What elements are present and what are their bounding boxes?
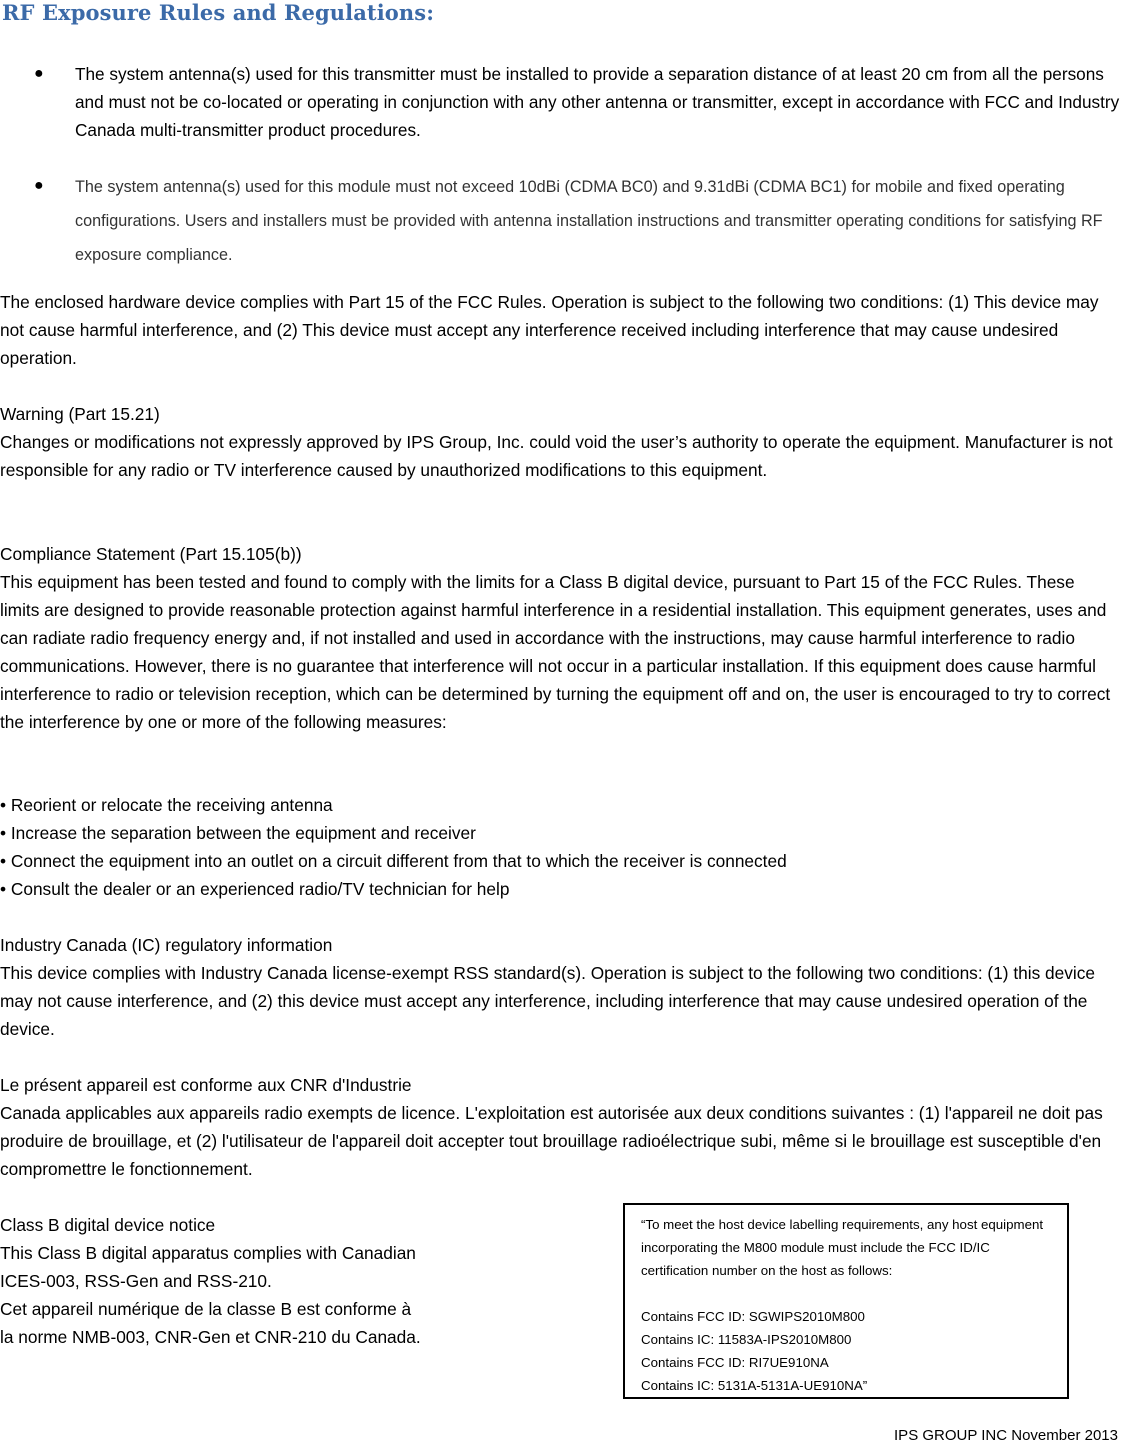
bullet-dot-icon: ● bbox=[34, 177, 44, 194]
measures-list bbox=[0, 791, 1118, 903]
compliance-section bbox=[0, 540, 1118, 736]
ic-section bbox=[0, 931, 1118, 1043]
classb-line: This Class B digital apparatus complies with Canadian bbox=[0, 1243, 416, 1263]
compliance-heading: Compliance Statement (Part 15.105(b)) bbox=[0, 544, 302, 564]
measure-item: • Reorient or relocate the receiving antenna bbox=[0, 795, 333, 815]
classb-line: ICES-003, RSS-Gen and RSS-210. bbox=[0, 1271, 272, 1291]
warning-body: Changes or modifications not expressly approved by IPS Group, Inc. could void the user’s authority to operate the equipment. Manufacturer is not responsible for any radio or TV interference caused by unauthorized modifications to this equipment. bbox=[0, 432, 1113, 480]
measure-item: • Consult the dealer or an experienced radio/TV technician for help bbox=[0, 879, 510, 899]
warning-section bbox=[0, 400, 1118, 484]
certification-id: Contains IC: 5131A-5131A-UE910NA” bbox=[641, 1378, 868, 1393]
classb-line: Cet appareil numérique de la classe B est conforme à bbox=[0, 1299, 412, 1319]
certification-id: Contains FCC ID: SGWIPS2010M800 bbox=[641, 1309, 865, 1324]
classb-section bbox=[0, 1211, 520, 1351]
ic-body: This device complies with Industry Canada license-exempt RSS standard(s). Operation is subject to the following two conditions: (1) this device may not cause interference, and (2) this device must accept any interference, including interference that may cause undesired operation of the device. bbox=[0, 963, 1095, 1039]
spacer bbox=[641, 1282, 1051, 1305]
ic-heading: Industry Canada (IC) regulatory information bbox=[0, 935, 333, 955]
part15-paragraph bbox=[0, 288, 1118, 372]
measure-item: • Connect the equipment into an outlet on a circuit different from that to which the receiver is connected bbox=[0, 851, 787, 871]
french-section bbox=[0, 1071, 1118, 1183]
bullet-dot-icon: ● bbox=[34, 65, 44, 82]
classb-line: la norme NMB-003, CNR-Gen et CNR-210 du Canada. bbox=[0, 1327, 421, 1347]
certification-id: Contains FCC ID: RI7UE910NA bbox=[641, 1355, 829, 1370]
warning-heading: Warning (Part 15.21) bbox=[0, 404, 160, 424]
certification-id: Contains IC: 11583A-IPS2010M800 bbox=[641, 1332, 852, 1347]
page-footer: IPS GROUP INC November 2013 bbox=[894, 1427, 1118, 1444]
page-title: RF Exposure Rules and Regulations: bbox=[2, 0, 435, 25]
labelling-intro: “To meet the host device labelling requirements, any host equipment incorporating the M800 module must include the FCC ID/IC certification number on the host as follows: bbox=[641, 1217, 1044, 1278]
bullet-text: The system antenna(s) used for this module must not exceed 10dBi (CDMA BC0) and 9.31dBi (CDMA BC1) for mobile and fixed operating configurations. Users and installers must be provided with antenna installation instructions and transmitter operating conditions for satisfying RF exposure compliance. bbox=[75, 178, 1103, 264]
french-line1: Le présent appareil est conforme aux CNR d'Industrie bbox=[0, 1075, 412, 1095]
compliance-body: This equipment has been tested and found to comply with the limits for a Class B digital device, pursuant to Part 15 of the FCC Rules. These limits are designed to provide reasonable protection against harmful interference in a residential installation. This equipment generates, uses and can radiate radio frequency energy and, if not installed and used in accordance with the instructions, may cause harmful interference to radio communications. However, there is no guarantee that interference will not occur in a particular installation. If this equipment does cause harmful interference to radio or television reception, which can be determined by turning the equipment off and on, the user is encouraged to try to correct the interference by one or more of the following measures: bbox=[0, 572, 1111, 732]
french-body: Canada applicables aux appareils radio exempts de licence. L'exploitation est autorisée aux deux conditions suivantes : (1) l'appareil ne doit pas produire de brouillage, et (2) l'utilisateur de l'appareil doit accepter tout brouillage radioélectrique subi, même si le brouillage est susceptible d'en compromettre le fonctionnement. bbox=[0, 1103, 1103, 1179]
classb-heading: Class B digital device notice bbox=[0, 1215, 216, 1235]
part15-text: The enclosed hardware device complies with Part 15 of the FCC Rules. Operation is subject to the following two conditions: (1) This device may not cause harmful interference, and (2) This device must accept any interference received including interference that may cause undesired operation. bbox=[0, 292, 1099, 368]
bullet-text: The system antenna(s) used for this transmitter must be installed to provide a separation distance of at least 20 cm from all the persons and must not be co-located or operating in conjunction with any other antenna or transmitter, except in accordance with FCC and Industry Canada multi-transmitter product procedures. bbox=[75, 64, 1120, 140]
labelling-requirements-box bbox=[623, 1203, 1069, 1399]
measure-item: • Increase the separation between the equipment and receiver bbox=[0, 823, 476, 843]
